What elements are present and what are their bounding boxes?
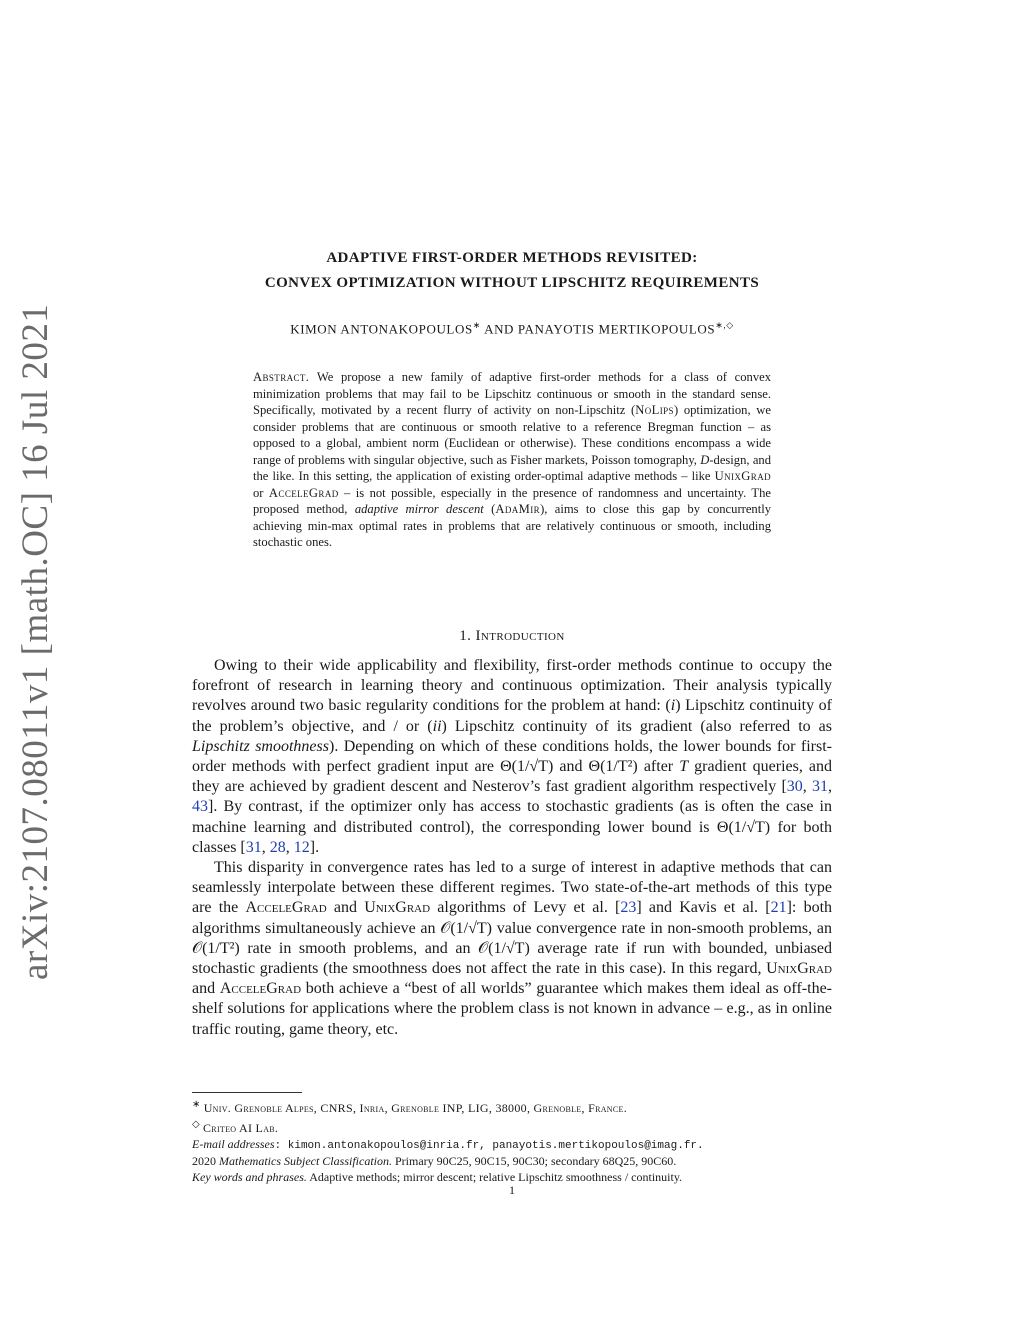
citation-link[interactable]: 21: [770, 899, 787, 917]
text-run: ].: [309, 838, 320, 856]
nolips-term: NoLips: [635, 403, 674, 417]
text-run: and: [192, 980, 220, 998]
text-run: ) Lipschitz continuity of its gradient (also referred to as: [441, 717, 833, 735]
adamir-term: AdaMir: [495, 502, 541, 516]
citation-link[interactable]: 12: [293, 838, 310, 856]
email-addresses[interactable]: : kimon.antonakopoulos@inria.fr, panayotis.mertikopoulos@imag.fr.: [274, 1139, 704, 1152]
abstract-text: We propose a new family of adaptive first-order methods for a class of convex minimization problems that may fail to be Lipschitz continuous or smooth in the standard sense. Specifically, motivated by a recent flurry of activity on non-Lipschitz (: [253, 370, 771, 417]
accelegrad-term: AcceleGrad: [268, 485, 339, 500]
symbol-T: T: [679, 758, 689, 776]
text-run: This disparity in convergence rates has led to a surge of interest in adaptive methods that can seamlessly interpolate between these different regimes. Two state-of-the-art methods of this type are the: [192, 859, 832, 917]
footnotes: [192, 1097, 832, 1186]
text-run: ]: both algorithms simultaneously achieve an 𝒪(1/√T) value convergence rate in non-smooth problems, an 𝒪(1/T²) rate in smooth problems, and an 𝒪(1/√T) average rate if run with bounded, unbiased stochastic gradients (the smoothness does not affect the rate in this case). In this regard,: [192, 899, 833, 978]
text-run: algorithms of Levy et al. [: [430, 899, 621, 917]
section-heading: [192, 628, 832, 645]
citation-link[interactable]: 43: [192, 798, 208, 816]
text-run: ) Lipschitz continuity of the problem’s objective, and / or (: [192, 697, 833, 735]
abstract-text: – is not possible, especially in the presence of randomness and uncertainty. The proposed method,: [253, 485, 772, 516]
text-run: ] and Kavis et al. [: [636, 899, 771, 917]
accelegrad-term: AcceleGrad: [245, 899, 327, 917]
author-1-mark: ∗: [472, 320, 481, 330]
title-line-2: CONVEX OPTIMIZATION WITHOUT LIPSCHITZ REQUIREMENTS: [264, 275, 760, 291]
section-number: 1.: [459, 628, 476, 644]
footnote-affiliation-2: [192, 1117, 832, 1137]
d-design-symbol: D: [700, 452, 710, 467]
paper-title: [192, 246, 832, 296]
citation-link[interactable]: 28: [269, 838, 286, 856]
paragraph-2: [192, 858, 832, 1040]
text-run: Owing to their wide applicability and flexibility, first-order methods continue to occupy the forefront of research in learning theory and continuous optimization. Their analysis typically revolves around two basic regularity conditions for the problem at hand: (: [192, 657, 832, 715]
item-ii: ii: [432, 717, 442, 735]
author-1: KIMON ANTONAKOPOULOS: [290, 321, 473, 337]
text-run: ). Depending on which of these conditions holds, the lower bounds for first-order methods with perfect gradient input are Θ(1/√T) and Θ(1/T²) after: [192, 737, 832, 776]
abstract-text: (: [483, 502, 496, 516]
citation-link[interactable]: 31: [812, 778, 829, 796]
title-line-1: ADAPTIVE FIRST-ORDER METHODS REVISITED:: [326, 250, 698, 266]
citation-link[interactable]: 31: [245, 838, 262, 856]
text-run: gradient queries, and they are achieved by gradient descent and Nesterov’s fast gradient algorithm respectively [: [192, 758, 833, 796]
author-list: [192, 320, 832, 337]
author-2: PANAYOTIS MERTIKOPOULOS: [517, 321, 716, 337]
amd-term: adaptive mirror descent: [354, 502, 484, 516]
keywords-text: Adaptive methods; mirror descent; relative Lipschitz smoothness / continuity.: [306, 1170, 683, 1185]
keywords-label: Key words and phrases.: [192, 1170, 307, 1185]
footnote-text: Univ. Grenoble Alpes, CNRS, Inria, Grenoble INP, LIG, 38000, Grenoble, France.: [200, 1101, 627, 1115]
arxiv-identifier[interactable]: arXiv:2107.08011v1 [math.OC] 16 Jul 2021: [15, 303, 56, 980]
footnote-text: Criteo AI Lab.: [199, 1120, 279, 1135]
text-run: both achieve a “best of all worlds” guarantee which makes them ideal as off-the-shelf solutions for applications where the problem class is not known in advance – e.g., as in online traffic routing, game theory, etc.: [192, 980, 832, 1038]
abstract-label: Abstract.: [253, 370, 310, 384]
unixgrad-term: UnixGrad: [714, 469, 771, 483]
text-run: ]. By contrast, if the optimizer only has access to stochastic gradients (as is often the case in machine learning and distributed control), the corresponding lower bound is Θ(1/√T) for both classes [: [192, 798, 832, 856]
abstract-text: or: [253, 485, 269, 500]
citation-link[interactable]: 23: [620, 899, 637, 917]
page-number: 1: [509, 1183, 515, 1197]
text-run: and: [326, 899, 365, 917]
msc-codes: Primary 90C25, 90C15, 90C30; secondary 68Q25, 90C60.: [391, 1154, 677, 1169]
author-2-mark: ∗,◇: [715, 320, 734, 330]
footnote-divider: [192, 1092, 302, 1093]
abstract-text: ) optimization, we consider problems that are continuous or smooth relative to a reference Bregman function – as opposed to a global, ambient norm (Euclidean or otherwise). These conditions encompass a wide range of problems with singular objective, such as Fisher markets, Poisson tomography,: [253, 403, 771, 467]
msc-label: Mathematics Subject Classification.: [219, 1154, 392, 1169]
footnote-affiliation-1: [192, 1097, 832, 1117]
abstract-text: -design, and the like. In this setting, the application of existing order-optimal adaptive methods – like: [253, 452, 771, 483]
footnote-emails: [192, 1137, 832, 1155]
citation-link[interactable]: 30: [786, 778, 803, 796]
body-text: [192, 656, 832, 1040]
unixgrad-term: UnixGrad: [766, 960, 832, 978]
section-name: Introduction: [475, 628, 565, 644]
abstract: [253, 369, 771, 551]
paragraph-1: Owing to their wide applicability and flexibility, first-order methods continue to occupy the forefront of research in learning theory and continuous optimization. Their analysis typically revolves around two basic regularity conditions for the problem at hand: (i) Lipschitz continuity of the problem’s objective, and / or (ii) Lipschitz continuity of its gradient (also referred to as Lipschitz smoothness). Depending on which of these conditions holds, the lower bounds for first-order methods with perfect gradient input are Θ(1/√T) and Θ(1/T²) after T gradient queries, and they are achieved by gradient descent and Nesterov’s fast gradient algorithm respectively [30, 31, 43]. By contrast, if the optimizer only has access to stochastic gradients (as is often the case in machine learning and distributed control), the corresponding lower bound is Θ(1/√T) for both classes [31, 28, 12].: [192, 657, 833, 856]
author-connector: AND: [480, 321, 518, 337]
item-i: i: [670, 697, 676, 715]
unixgrad-term: UnixGrad: [364, 899, 431, 917]
accelegrad-term: AcceleGrad: [219, 980, 302, 998]
email-label: E-mail addresses: [192, 1136, 275, 1151]
footnote-mark: ∗: [192, 1099, 201, 1110]
abstract-text: ), aims to close this gap by concurrently achieving min-max optimal rates in problems that are relatively continuous or smooth, including stochastic ones.: [253, 502, 772, 549]
footnote-mark: ◇: [192, 1118, 200, 1130]
lipschitz-smoothness-term: Lipschitz smoothness: [192, 737, 329, 755]
msc-year: 2020: [192, 1154, 219, 1169]
footnote-msc: [192, 1154, 832, 1170]
